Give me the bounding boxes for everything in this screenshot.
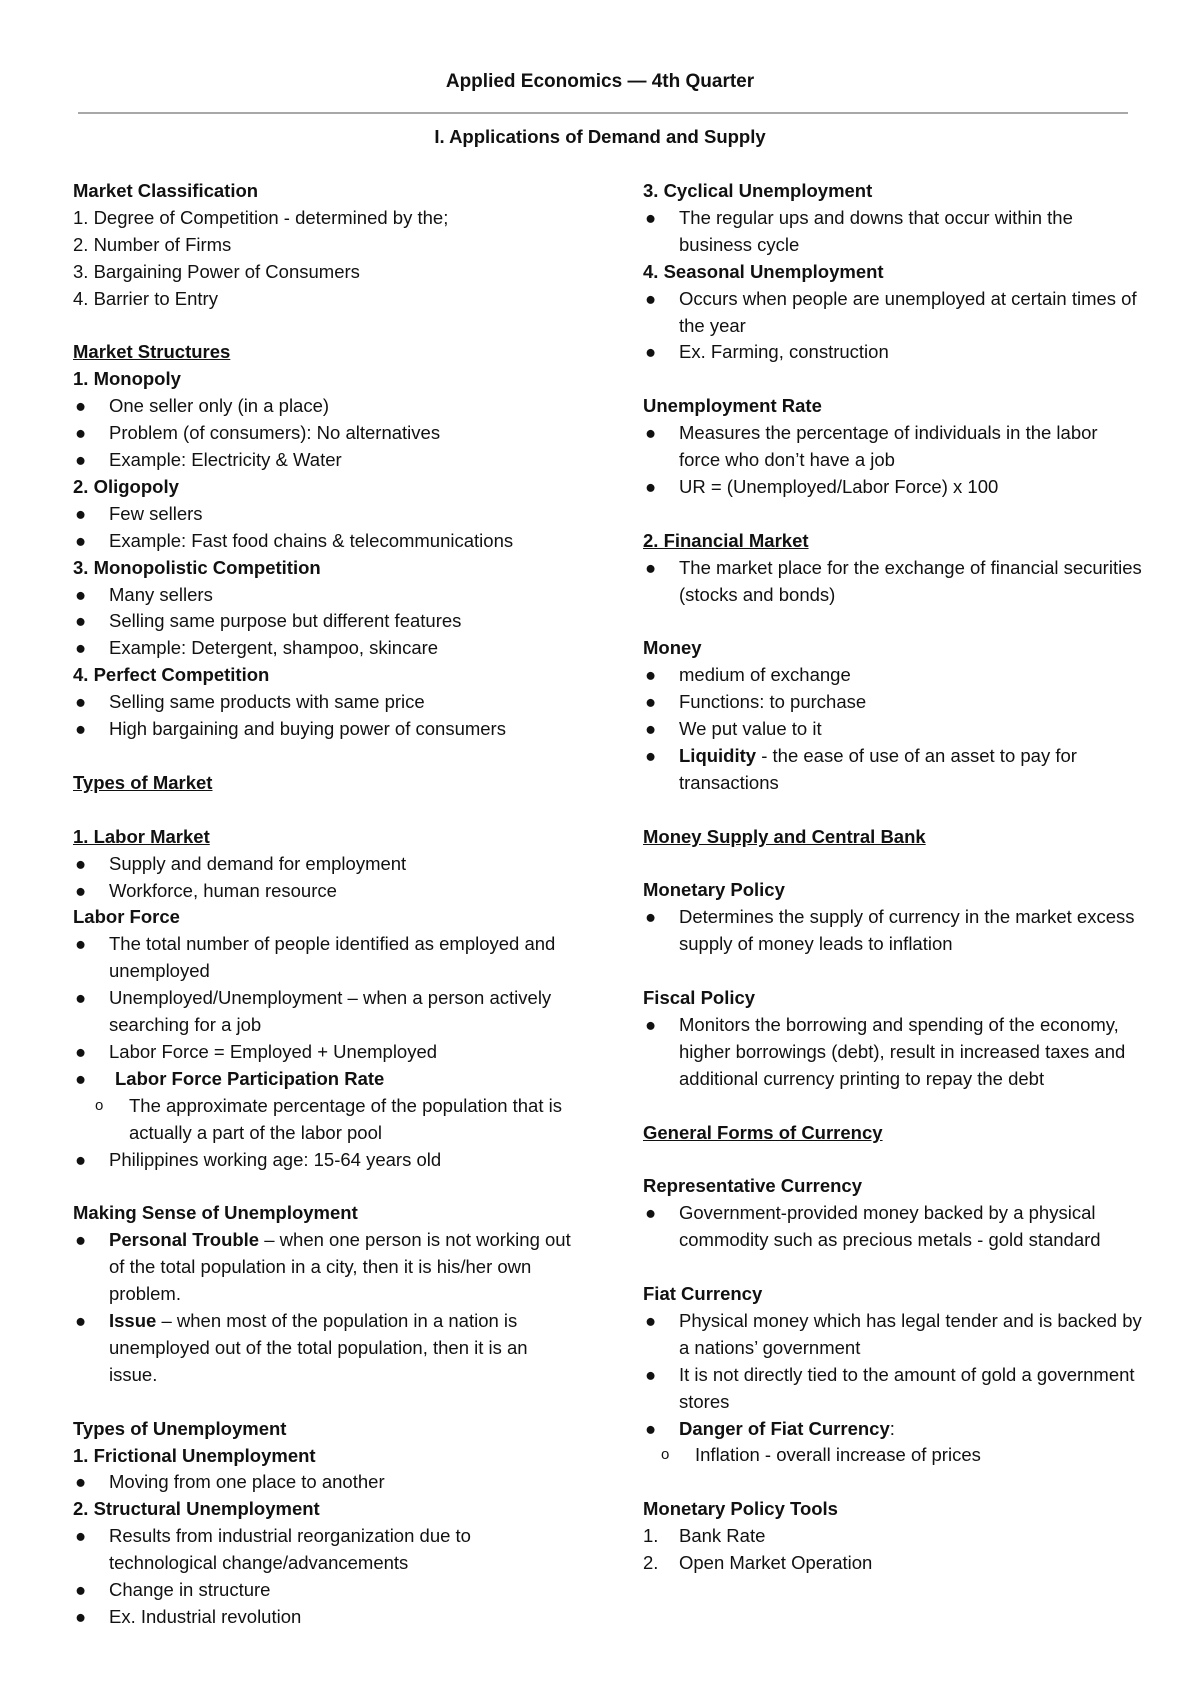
heading-labor-force: Labor Force [73,906,180,928]
list-item: ● Ex. Farming, construction [643,339,1143,366]
sub-list-item: o Inflation - overall increase of prices [643,1442,1143,1469]
list-item: ● Functions: to purchase [643,689,1143,716]
bullet-icon: ● [645,1202,657,1224]
list-item: ● Personal Trouble – when one person is not working out of the total population in a city, then it is his/her own problem. [75,1229,571,1305]
heading-monopoly: 1. Monopoly [73,368,181,390]
heading-cyclical: 3. Cyclical Unemployment [643,180,873,201]
list-item: ● Monitors the borrowing and spending of the economy, higher borrowings (debt), result in increased taxes and additional currency printing to repay the debt [645,1014,1126,1089]
bullet-icon: ● [75,933,87,955]
bullet-icon: ● [75,852,87,874]
list-item: ● High bargaining and buying power of consumers [73,716,573,743]
bullet-icon: ● [75,1310,87,1331]
list-item: ● UR = (Unemployed/Labor Force) x 100 [643,474,1143,501]
list-item: ● Determines the supply of currency in the market excess supply of money leads to inflation [645,906,1135,955]
bullet-icon: ● [645,341,657,363]
heading-making-sense: Making Sense of Unemployment [73,1202,358,1224]
heading-oligopoly: 2. Oligopoly [73,475,179,497]
bullet-icon: ● [75,879,87,901]
heading-labor-market: 1. Labor Market [73,825,210,847]
list-item: ● Selling same products with same price [73,689,573,716]
bullet-icon: ● [75,1579,87,1601]
list-item: ● Workforce, human resource [73,878,573,905]
heading-market-classification: Market Classification [73,180,259,201]
bullet-icon: ● [75,583,87,605]
heading-monetary-policy: Monetary Policy [643,879,785,901]
list-item: ● Physical money which has legal tender and is backed by a nations’ government [645,1309,1142,1358]
list-item: ● Ex. Industrial revolution [73,1604,573,1631]
bullet-icon: ● [75,502,87,524]
heading-unemployment-rate: Unemployment Rate [643,395,822,417]
heading-representative: Representative Currency [643,1175,863,1197]
bullet-icon: ● [645,556,657,578]
bullet-icon: ● [75,449,87,471]
heading-fiscal-policy: Fiscal Policy [643,987,756,1009]
sub-bullet-icon: o [661,1446,670,1464]
list-item: ● Supply and demand for employment [73,851,573,878]
list-item: 3. Bargaining Power of Consumers [73,260,360,282]
list-item: ● Unemployed/Unemployment – when a person actively searching for a job [75,987,552,1036]
list-item: ● Few sellers [73,501,573,528]
list-item: ● It is not directly tied to the amount of gold a government stores [645,1363,1135,1412]
bullet-icon: ● [645,287,657,309]
list-item: ● Example: Detergent, shampoo, skincare [73,635,573,662]
list-item: 4. Barrier to Entry [73,287,218,309]
bullet-icon: ● [645,206,657,228]
list-item: 2. Open Market Operation [643,1550,1143,1577]
bullet-icon: ● [645,1363,657,1385]
heading-forms-of-currency: General Forms of Currency [643,1121,883,1143]
heading-structural: 2. Structural Unemployment [73,1498,320,1520]
bullet-icon: ● [75,1148,87,1170]
list-item: ● Danger of Fiat Currency: [643,1416,1143,1443]
list-item: ● Problem (of consumers): No alternatives [73,420,573,447]
list-item: ● The total number of people identified as employed and unemployed [75,933,556,982]
bullet-icon: ● [645,422,657,444]
list-item: ● Moving from one place to another [73,1469,573,1496]
bullet-icon: ● [75,718,87,740]
list-item: ● Liquidity - the ease of use of an asset to pay for transactions [645,744,1077,793]
sub-bullet-icon: o [95,1096,104,1114]
bullet-icon: ● [75,610,87,632]
bullet-icon: ● [645,475,657,497]
list-item: 1. Degree of Competition - determined by the; [73,206,449,228]
heading-monopolistic: 3. Monopolistic Competition [73,556,321,578]
heading-money: Money [643,637,702,659]
page-title: Applied Economics — 4th Quarter [445,71,755,92]
bullet-icon: ● [75,395,87,417]
list-item: ● We put value to it [643,716,1143,743]
bullet-icon: ● [75,529,87,551]
list-item: ● Measures the percentage of individuals in the labor force who don’t have a job [645,422,1098,471]
list-item: ● One seller only (in a place) [73,393,573,420]
list-item: ● Example: Fast food chains & telecommunications [73,528,573,555]
bullet-icon: ● [75,1471,87,1493]
bullet-icon: ● [645,906,657,928]
list-item: ● Many sellers [73,582,573,609]
bullet-icon: ● [75,691,87,713]
list-item: ● medium of exchange [643,662,1143,689]
list-item: 1. Bank Rate [643,1523,1143,1550]
sub-list-item: o The approximate percentage of the population that is actually a part of the labor pool [95,1094,562,1143]
section-title: I. Applications of Demand and Supply [434,126,766,147]
list-item: 2. Number of Firms [73,233,232,255]
heading-perfect: 4. Perfect Competition [73,664,270,686]
list-item: ● The market place for the exchange of financial securities (stocks and bonds) [645,556,1142,605]
list-number: 2. [643,1552,659,1574]
list-item: ● Labor Force = Employed + Unemployed [73,1039,573,1066]
bullet-icon: ● [75,637,87,659]
bullet-icon: ● [75,1229,87,1251]
heading-types-of-unemployment: Types of Unemployment [73,1417,287,1439]
list-item: ● Results from industrial reorganization due to technological change/advancements [75,1525,471,1574]
list-item: ● Occurs when people are unemployed at certain times of the year [645,287,1137,336]
left-column [73,178,573,1631]
bullet-icon: ● [645,744,657,766]
list-number: 1. [643,1525,659,1547]
bullet-icon: ● [75,422,87,444]
heading-types-of-market: Types of Market [73,771,213,793]
bullet-icon: ● [75,1525,87,1547]
list-item: ● Selling same purpose but different features [73,608,573,635]
right-column [643,178,1143,1577]
heading-money-supply: Money Supply and Central Bank [643,825,926,847]
heading-monetary-tools: Monetary Policy Tools [643,1498,838,1520]
heading-financial-market: 2. Financial Market [643,529,809,551]
bullet-icon: ● [645,664,657,686]
list-item: ● Philippines working age: 15-64 years old [73,1147,573,1174]
bullet-icon: ● [75,1040,87,1062]
bullet-icon: ● [645,1309,657,1331]
title-divider [78,112,1128,114]
heading-market-structures: Market Structures [73,341,231,363]
heading-fiat: Fiat Currency [643,1283,763,1305]
bullet-icon: ● [75,987,87,1009]
bullet-icon: ● [645,1417,657,1439]
list-item: ● Example: Electricity & Water [73,447,573,474]
heading-seasonal: 4. Seasonal Unemployment [643,260,884,282]
bullet-icon: ● [645,718,657,740]
bullet-icon: ● [75,1067,87,1089]
bullet-icon: ● [645,691,657,713]
bullet-icon: ● [75,1605,87,1627]
list-item: ● Government-provided money backed by a physical commodity such as precious metals - gold standard [645,1202,1101,1251]
list-item: ● Issue – when most of the population in a nation is unemployed out of the total population, then it is an issue. [75,1310,528,1385]
list-item: ● Change in structure [73,1577,573,1604]
list-item: ● Labor Force Participation Rate [73,1066,573,1093]
bullet-icon: ● [645,1014,657,1035]
heading-frictional: 1. Frictional Unemployment [73,1444,316,1466]
list-item: ● The regular ups and downs that occur within the business cycle [645,206,1073,255]
